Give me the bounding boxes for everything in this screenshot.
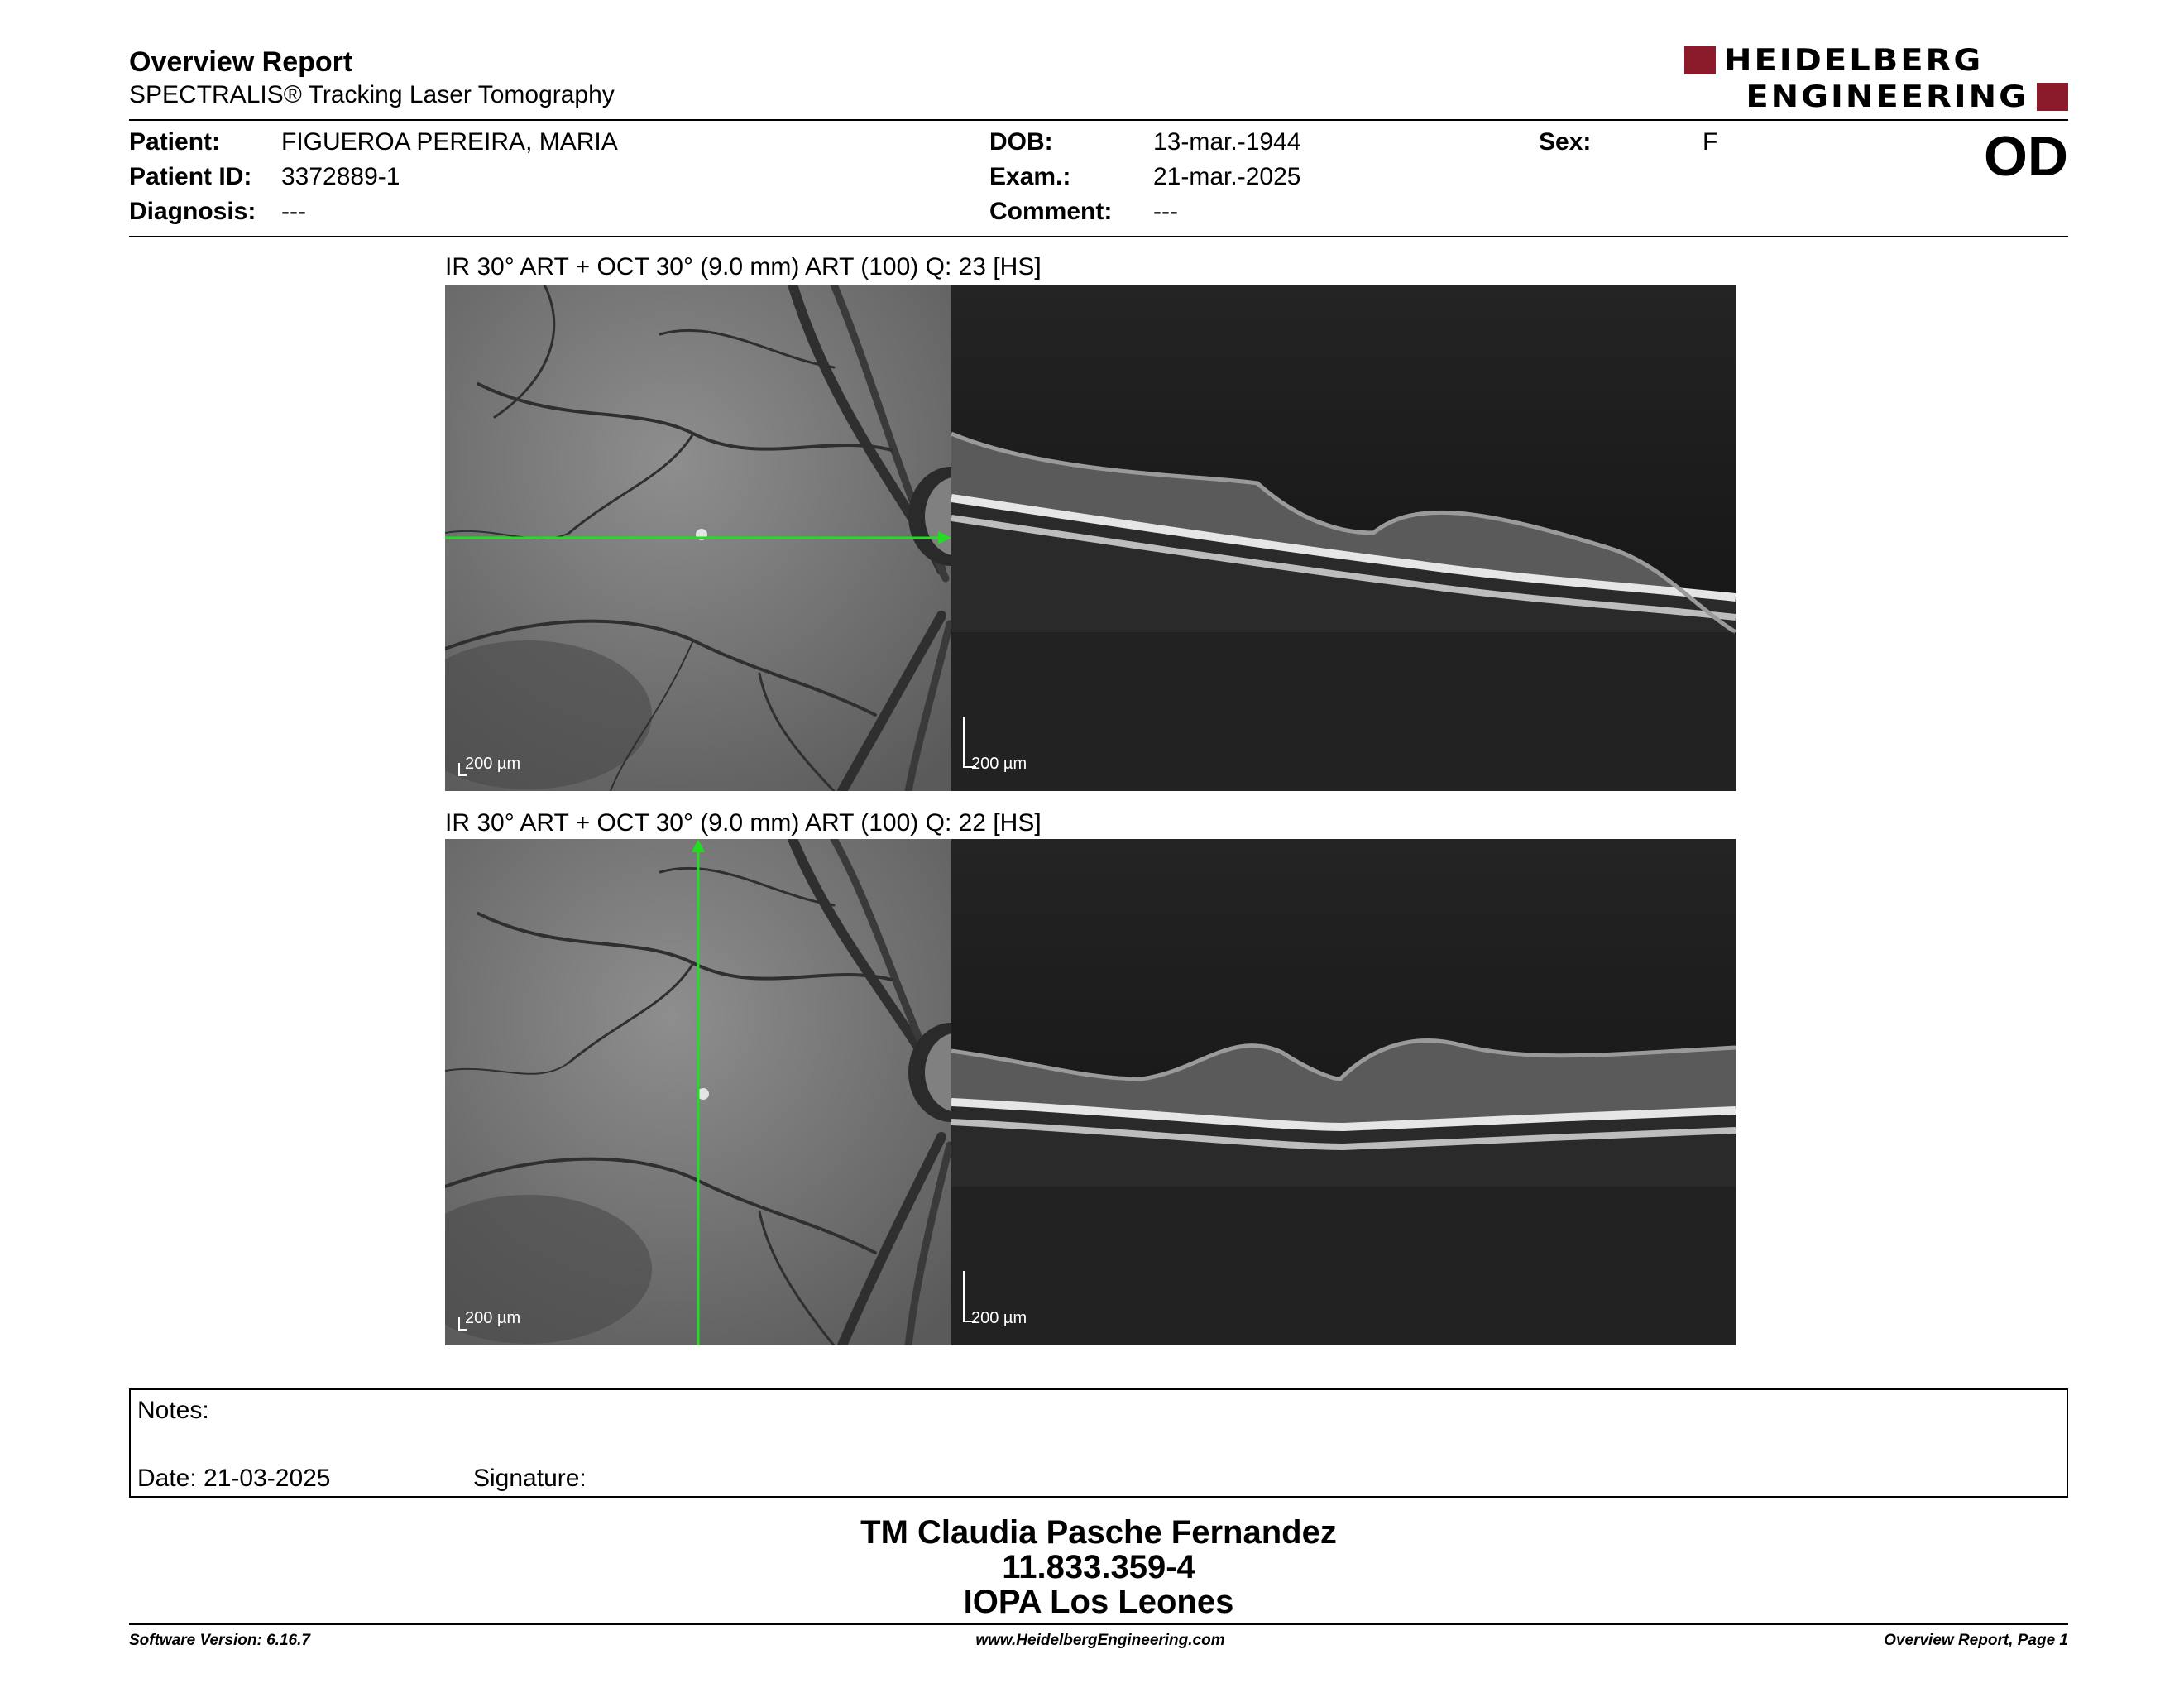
notes-box [129, 1388, 2068, 1498]
patient-id-label: Patient ID: [129, 163, 252, 190]
scan-caption-1: IR 30° ART + OCT 30° (9.0 mm) ART (100) Q: 23 [HS] [445, 253, 1042, 281]
date-label: Date: 21-03-2025 [137, 1465, 331, 1492]
bscan-drawing [951, 839, 1736, 1345]
scale-bar-fundus-2 [458, 1309, 520, 1328]
fundus-drawing [445, 839, 951, 1345]
fundus-drawing [445, 285, 951, 791]
logo-line2: ENGINEERING [1746, 79, 2028, 115]
scan-caption-2: IR 30° ART + OCT 30° (9.0 mm) ART (100) Q: 22 [HS] [445, 809, 1042, 837]
scale-label: 200 µm [971, 1309, 1027, 1327]
logo-line1: HEIDELBERG [1724, 42, 1984, 79]
patient-name: FIGUEROA PEREIRA, MARIA [281, 128, 618, 156]
ir-fundus-image-2[interactable] [445, 839, 951, 1345]
dob-value: 13-mar.-1944 [1153, 128, 1301, 156]
report-subtitle: SPECTRALIS® Tracking Laser Tomography [129, 81, 615, 108]
oct-bscan-image-2[interactable] [951, 839, 1736, 1345]
website-link[interactable]: www.HeidelbergEngineering.com [975, 1632, 1225, 1649]
dob-label: DOB: [989, 128, 1053, 156]
scale-bar-bscan-2 [963, 1283, 1027, 1327]
exam-label: Exam.: [989, 163, 1071, 190]
page-indicator: Overview Report, Page 1 [1884, 1632, 2068, 1649]
scale-label: 200 µm [465, 1309, 521, 1327]
signer-name: TM Claudia Pasche Fernandez [860, 1514, 1337, 1551]
eye-indicator: OD [1984, 125, 2068, 188]
report-title: Overview Report [129, 46, 353, 78]
comment-value: --- [1153, 198, 1178, 225]
signer-id: 11.833.359-4 [1002, 1549, 1195, 1585]
logo-square-icon [2037, 83, 2068, 111]
scale-label: 200 µm [465, 755, 521, 773]
ir-fundus-image-1[interactable] [445, 285, 951, 791]
scale-bar-fundus-1 [458, 755, 520, 774]
exam-value: 21-mar.-2025 [1153, 163, 1301, 190]
sex-label: Sex: [1539, 128, 1592, 156]
bscan-drawing [951, 285, 1736, 791]
logo-square-icon [1684, 46, 1716, 74]
signature-label: Signature: [473, 1465, 587, 1492]
oct-bscan-image-1[interactable] [951, 285, 1736, 791]
heidelberg-logo [1684, 42, 2068, 117]
patient-id-value: 3372889-1 [281, 163, 400, 190]
header-divider [129, 119, 2068, 121]
footer-divider [129, 1623, 2068, 1625]
diagnosis-label: Diagnosis: [129, 198, 256, 225]
comment-label: Comment: [989, 198, 1113, 225]
sex-value: F [1703, 128, 1718, 156]
scale-label: 200 µm [971, 755, 1027, 773]
diagnosis-value: --- [281, 198, 306, 225]
notes-label: Notes: [137, 1397, 209, 1424]
patient-label: Patient: [129, 128, 221, 156]
signer-institution: IOPA Los Leones [963, 1584, 1234, 1620]
patient-info-divider [129, 236, 2068, 237]
software-version: Software Version: 6.16.7 [129, 1632, 310, 1649]
scale-bar-bscan-1 [963, 728, 1027, 773]
